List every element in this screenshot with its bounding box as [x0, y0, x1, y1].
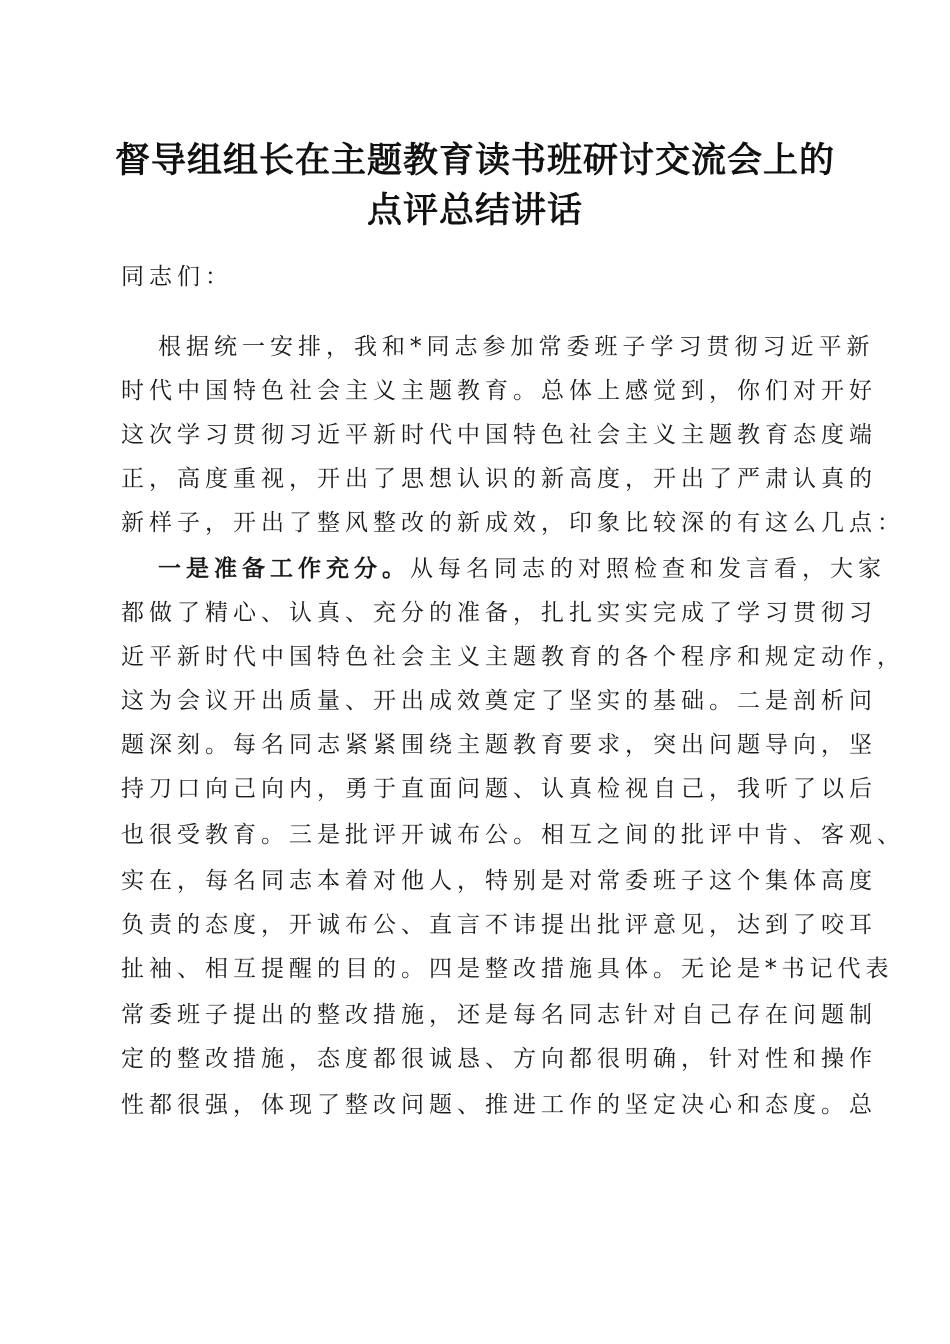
paragraph-2-line-6: 持刀口向己向内，勇于直面问题、认真检视自己，我听了以后 — [121, 776, 877, 802]
paragraph-2-line-1 — [158, 550, 886, 583]
paragraph-2-line-2: 都做了精心、认真、充分的准备，扎扎实实完成了学习贯彻习 — [121, 600, 877, 626]
paragraph-2-line-7: 也很受教育。三是批评开诚布公。相互之间的批评中肯、客观、 — [121, 822, 905, 848]
paragraph-2-line-13: 性都很强，体现了整改问题、推进工作的坚定决心和态度。总 — [121, 1092, 877, 1118]
point-1-text: 从每名同志的对照检查和发言看，大家 — [410, 556, 886, 582]
paragraph-2-line-3: 近平新时代中国特色社会主义主题教育的各个程序和规定动作， — [121, 644, 905, 670]
document-title-line-1: 督导组组长在主题教育读书班研讨交流会上的 — [114, 141, 835, 181]
paragraph-2-line-11: 常委班子提出的整改措施，还是每名同志针对自己存在问题制 — [121, 1002, 877, 1028]
paragraph-2-line-4: 这为会议开出质量、开出成效奠定了坚实的基础。二是剖析问 — [121, 688, 877, 714]
paragraph-2-line-12: 定的整改措施，态度都很诚恳、方向都很明确，针对性和操作 — [121, 1046, 877, 1072]
paragraph-2-line-10: 扯袖、相互提醒的目的。四是整改措施具体。无论是*书记代表 — [121, 956, 894, 982]
paragraph-2-line-5: 题深刻。每名同志紧紧围绕主题教育要求，突出问题导向，坚 — [121, 732, 877, 758]
paragraph-1-line-3: 这次学习贯彻习近平新时代中国特色社会主义主题教育态度端 — [121, 422, 877, 448]
point-1-heading: 一是准备工作充分。 — [158, 555, 410, 582]
paragraph-1-line-1: 根据统一安排，我和*同志参加常委班子学习贯彻习近平新 — [158, 334, 875, 360]
salutation: 同志们： — [121, 264, 233, 290]
paragraph-1-line-2: 时代中国特色社会主义主题教育。总体上感觉到，你们对开好 — [121, 378, 877, 404]
document-title-line-2: 点评总结讲话 — [366, 191, 583, 231]
paragraph-2-line-8: 实在，每名同志本着对他人，特别是对常委班子这个集体高度 — [121, 868, 877, 894]
paragraph-2-line-9: 负责的态度，开诚布公、直言不讳提出批评意见，达到了咬耳 — [121, 912, 877, 938]
paragraph-1-line-5: 新样子，开出了整风整改的新成效，印象比较深的有这么几点： — [121, 510, 905, 536]
paragraph-1-line-4: 正，高度重视，开出了思想认识的新高度，开出了严肃认真的 — [121, 466, 877, 492]
